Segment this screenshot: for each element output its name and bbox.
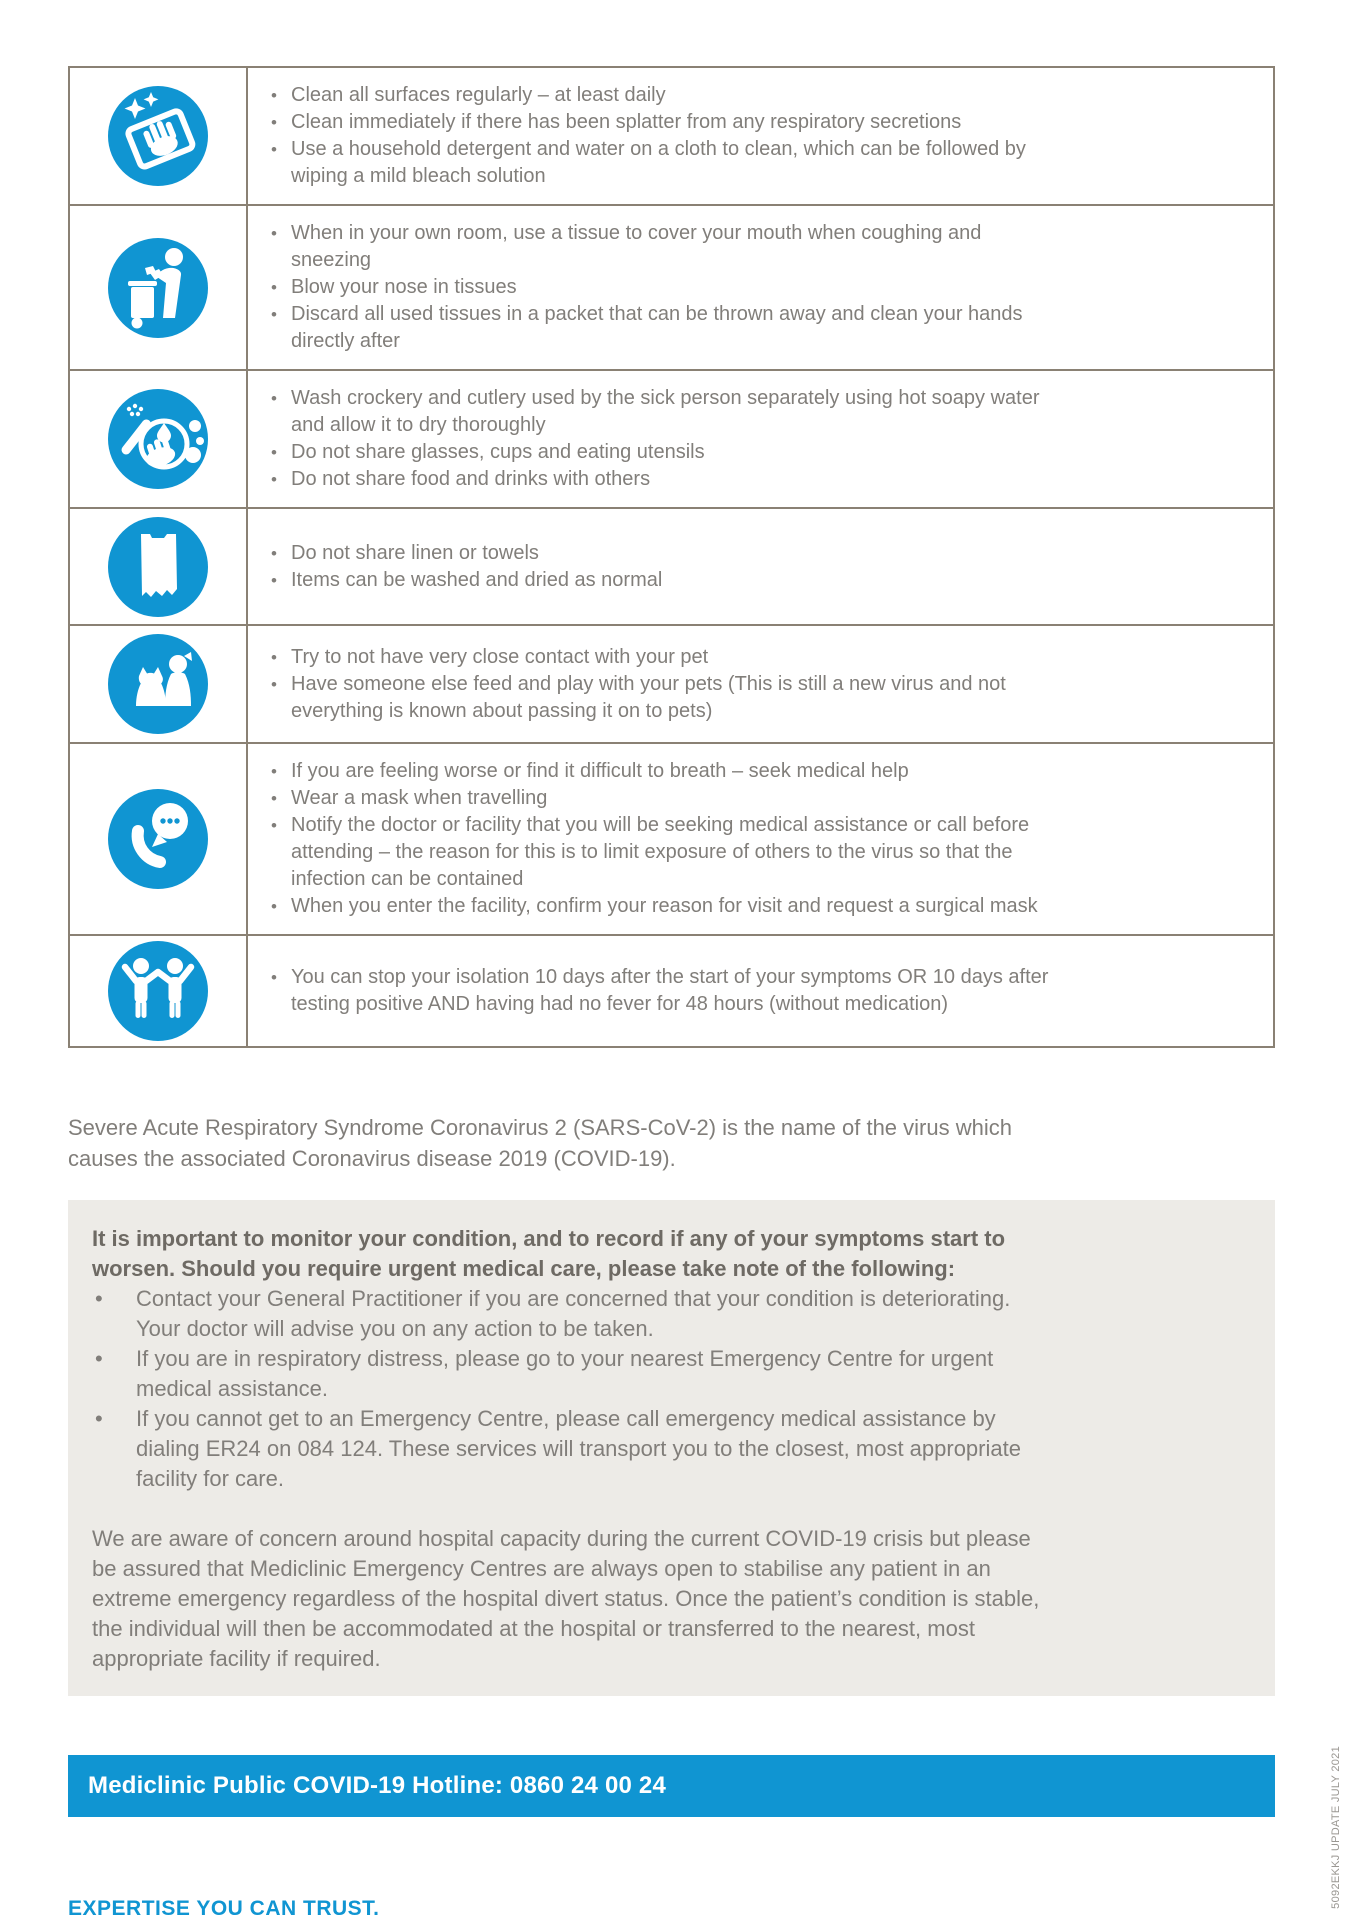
icon-cell xyxy=(70,371,248,507)
guidance-bullet: • Wear a mask when travelling xyxy=(264,785,1054,812)
guidance-bullet-list xyxy=(264,644,1054,725)
call-ahead-icon xyxy=(108,789,208,889)
guidance-bullet-list xyxy=(264,540,662,594)
hotline-label: Mediclinic Public COVID-19 Hotline: 0860 24 00 24 xyxy=(88,1772,667,1799)
guidance-cell xyxy=(248,936,1273,1046)
guidance-cell xyxy=(248,206,1273,369)
monitor-box-heading: It is important to monitor your condition, and to record if any of your symptoms start to worsen. Should you require urgent medical care, please take note of the following: xyxy=(92,1226,1006,1281)
dishes-icon xyxy=(108,389,208,489)
hotline-banner xyxy=(68,1755,1275,1817)
monitor-bullet: • If you cannot get to an Emergency Centre, please call emergency medical assistance by dialing ER24 on 084 124. These services will transport you to the closest, most appropriate facility for care. xyxy=(92,1404,1050,1494)
guidance-bullet: • Do not share glasses, cups and eating utensils xyxy=(264,439,1054,466)
brand-tagline: EXPERTISE YOU CAN TRUST. xyxy=(68,1897,380,1920)
guidance-bullet-list xyxy=(264,758,1054,920)
sars-definition-paragraph: Severe Acute Respiratory Syndrome Coronavirus 2 (SARS-CoV-2) is the name of the virus which causes the associated Coronavirus disease 2019 (COVID-19). xyxy=(68,1115,1012,1171)
guidance-row-linen xyxy=(70,507,1273,624)
guidance-row-call-ahead xyxy=(70,742,1273,934)
icon-cell xyxy=(70,68,248,204)
guidance-bullet: • When in your own room, use a tissue to cover your mouth when coughing and sneezing xyxy=(264,220,1054,274)
icon-cell xyxy=(70,509,248,624)
guidance-bullet: • Clean all surfaces regularly – at least daily xyxy=(264,82,1054,109)
guidance-bullet-list xyxy=(264,964,1054,1018)
end-isolation-icon xyxy=(108,941,208,1041)
monitor-condition-box xyxy=(68,1200,1275,1696)
hospital-capacity-paragraph: We are aware of concern around hospital capacity during the current COVID-19 crisis but please be assured that Mediclinic Emergency Centres are always open to stabilise any patient in an extreme emergency regardless of the hospital divert status. Once the patient’s condition is stable, the individual will then be accommodated at the hospital or transferred to the nearest, most appropriate facility if required. xyxy=(92,1526,1040,1671)
guidance-bullet-list xyxy=(264,220,1054,355)
icon-cell xyxy=(70,626,248,742)
monitor-bullet: • If you are in respiratory distress, please go to your nearest Emergency Centre for urgent medical assistance. xyxy=(92,1344,1050,1404)
guidance-bullet-list xyxy=(264,82,1054,190)
clean-surfaces-icon xyxy=(108,86,208,186)
guidance-row-pets xyxy=(70,624,1273,742)
guidance-bullet: • You can stop your isolation 10 days after the start of your symptoms OR 10 days after testing positive AND having had no fever for 48 hours (without medication) xyxy=(264,964,1054,1018)
guidance-bullet: • Use a household detergent and water on a cloth to clean, which can be followed by wiping a mild bleach solution xyxy=(264,136,1054,190)
guidance-cell xyxy=(248,509,1273,624)
icon-cell xyxy=(70,206,248,369)
guidance-bullet: • Do not share linen or towels xyxy=(264,540,662,567)
monitor-box-inner xyxy=(92,1224,1050,1674)
page-content xyxy=(68,66,1275,1921)
guidance-row-clean-surfaces xyxy=(70,68,1273,204)
guidance-bullet: • Do not share food and drinks with others xyxy=(264,466,1054,493)
guidance-cell xyxy=(248,371,1273,507)
guidance-bullet: • Try to not have very close contact with your pet xyxy=(264,644,1054,671)
guidance-cell xyxy=(248,744,1273,934)
guidance-row-dishes xyxy=(70,369,1273,507)
guidance-cell xyxy=(248,626,1273,742)
guidance-bullet: • Clean immediately if there has been splatter from any respiratory secretions xyxy=(264,109,1054,136)
icon-cell xyxy=(70,936,248,1046)
guidance-bullet: • Blow your nose in tissues xyxy=(264,274,1054,301)
guidance-bullet: • Discard all used tissues in a packet that can be thrown away and clean your hands directly after xyxy=(264,301,1054,355)
guidance-bullet-list xyxy=(264,385,1054,493)
cough-etiquette-icon xyxy=(108,238,208,338)
guidance-bullet: • Wash crockery and cutlery used by the sick person separately using hot soapy water and allow it to dry thoroughly xyxy=(264,385,1054,439)
guidance-bullet: • Notify the doctor or facility that you will be seeking medical assistance or call before attending – the reason for this is to limit exposure of others to the virus so that the infection can be contained xyxy=(264,812,1054,893)
guidance-row-cough-etiquette xyxy=(70,204,1273,369)
guidance-bullet: • If you are feeling worse or find it difficult to breath – seek medical help xyxy=(264,758,1054,785)
icon-cell xyxy=(70,744,248,934)
guidance-row-end-isolation xyxy=(70,934,1273,1046)
monitor-bullet-list xyxy=(92,1284,1050,1494)
monitor-bullet: • Contact your General Practitioner if you are concerned that your condition is deteriorating. Your doctor will advise you on any action to be taken. xyxy=(92,1284,1050,1344)
guidance-cell xyxy=(248,68,1273,204)
guidance-bullet: • Have someone else feed and play with your pets (This is still a new virus and not everything is known about passing it on to pets) xyxy=(264,671,1054,725)
guidance-bullet: • When you enter the facility, confirm your reason for visit and request a surgical mask xyxy=(264,893,1054,920)
pets-icon xyxy=(108,634,208,734)
guidance-bullet: • Items can be washed and dried as normal xyxy=(264,567,662,594)
linen-icon xyxy=(108,517,208,617)
guidance-table xyxy=(68,66,1275,1048)
document-reference-code: 5092EKKJ UPDATE JULY 2021 xyxy=(1330,1746,1342,1909)
